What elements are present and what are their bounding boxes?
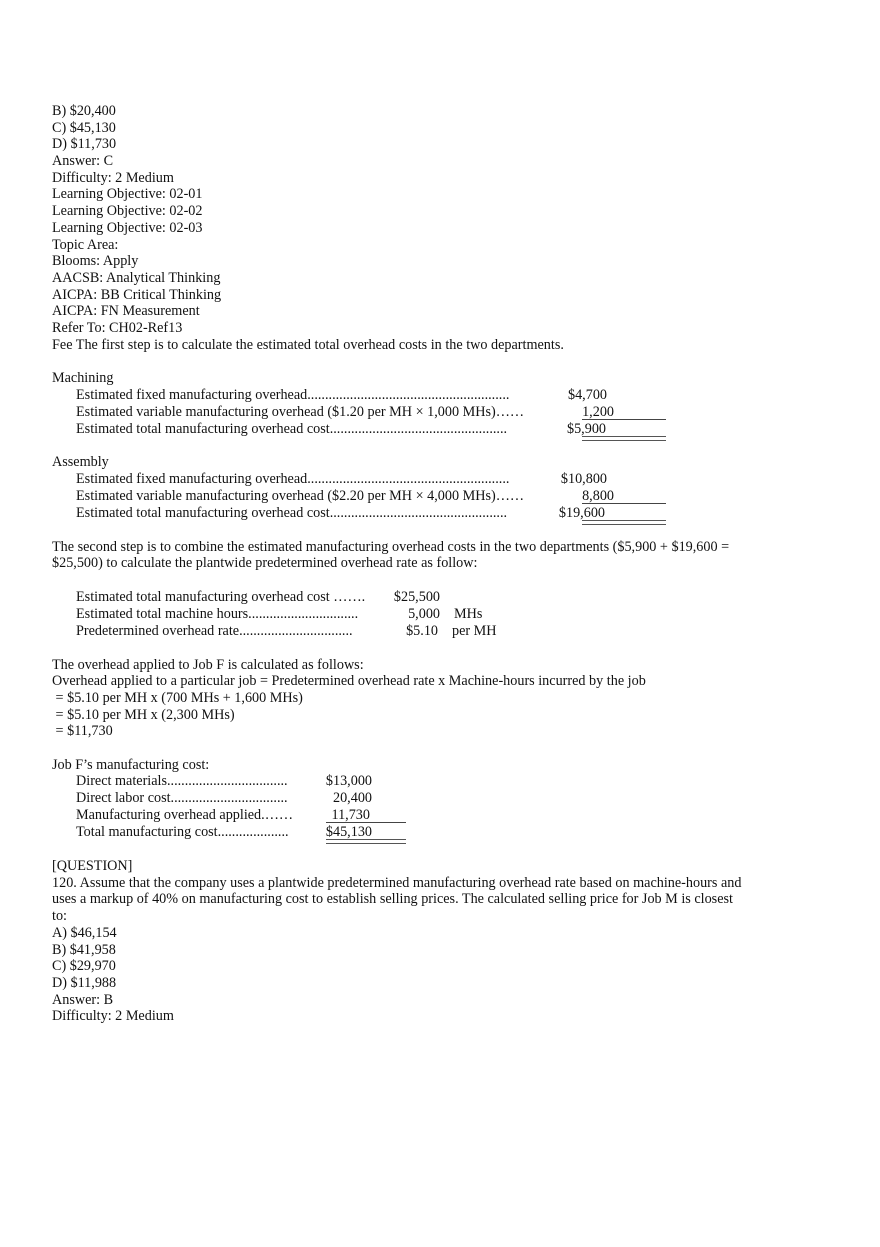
applied-step-1: = $5.10 per MH x (700 MHs + 1,600 MHs) (52, 689, 303, 706)
row-label: Estimated total manufacturing overhead cost ……. (76, 588, 366, 605)
subtotal-underline (326, 822, 406, 823)
question-option-b: B) $41,958 (52, 941, 116, 958)
row-label: Estimated fixed manufacturing overhead......................................................... (76, 386, 510, 403)
row-label: Estimated total manufacturing overhead cost.................................................. (76, 505, 508, 522)
meta-blooms: Blooms: Apply (52, 253, 139, 270)
row-amount: $5,900 (566, 420, 606, 437)
meta-refer-to: Refer To: CH02-Ref13 (52, 319, 183, 336)
meta-aacsb: AACSB: Analytical Thinking (52, 269, 221, 286)
jobf-row-total (52, 824, 852, 841)
document-page (52, 103, 852, 1025)
row-amount: $25,500 (393, 588, 440, 605)
question-option-d: D) $11,988 (52, 974, 117, 991)
meta-learning-objective-2: Learning Objective: 02-02 (52, 203, 203, 220)
row-label: Direct labor cost................................. (76, 790, 288, 807)
machining-row-variable (52, 404, 852, 421)
row-amount: 11,730 (331, 807, 370, 824)
row-amount: 1,200 (582, 403, 614, 420)
rate-row-overhead (52, 589, 852, 606)
row-label: Manufacturing overhead applied.…… (76, 807, 294, 824)
row-amount: $19,600 (558, 505, 605, 522)
row-label: Estimated fixed manufacturing overhead......................................................... (76, 471, 510, 488)
row-amount: $45,130 (325, 824, 372, 841)
row-label: Estimated variable manufacturing overhead ($1.20 per MH × 1,000 MHs)…… (76, 403, 525, 420)
subtotal-underline (582, 503, 666, 504)
applied-intro: The overhead applied to Job F is calculated as follows: (52, 656, 364, 673)
row-amount: 8,800 (582, 488, 614, 505)
rate-row-machine-hours (52, 606, 852, 623)
question-text: 120. Assume that the company uses a plantwide predetermined manufacturing overhead rate based on machine-hours and uses a markup of 40% on manufacturing cost to establish selling prices. The calculated selling price for Job M is closest to: (52, 874, 742, 925)
row-amount: $10,800 (560, 471, 607, 488)
question-option-c: C) $29,970 (52, 958, 116, 975)
row-label: Total manufacturing cost.................... (76, 824, 289, 841)
question-tag: [QUESTION] (52, 858, 133, 875)
second-step-paragraph: The second step is to combine the estimated manufacturing overhead costs in the two departments ($5,900 + $19,600 = $25,500) to calculate the plantwide predetermined overhead rate as follow: (52, 538, 730, 572)
row-amount: $5.10 (406, 622, 438, 639)
rate-row-predetermined (52, 623, 852, 640)
row-amount: 20,400 (332, 790, 372, 807)
jobf-row-overhead (52, 807, 852, 824)
meta-learning-objective-1: Learning Objective: 02-01 (52, 186, 203, 203)
question-difficulty: Difficulty: 2 Medium (52, 1008, 174, 1025)
applied-step-2: = $5.10 per MH x (2,300 MHs) (52, 706, 235, 723)
total-double-underline (326, 839, 406, 844)
jobf-title: Job F’s manufacturing cost: (52, 756, 210, 773)
question-answer: Answer: B (52, 991, 114, 1008)
assembly-title: Assembly (52, 454, 109, 471)
row-label: Estimated variable manufacturing overhead ($2.20 per MH × 4,000 MHs)…… (76, 488, 525, 505)
meta-topic-area: Topic Area: (52, 236, 119, 253)
assembly-row-total (52, 505, 852, 522)
question-option-a: A) $46,154 (52, 924, 117, 941)
answer-option-b: B) $20,400 (52, 103, 116, 119)
machining-title: Machining (52, 370, 114, 386)
row-amount: 5,000 (408, 605, 440, 622)
machining-row-total (52, 421, 852, 438)
row-label: Estimated total manufacturing overhead cost.................................................. (76, 420, 508, 437)
row-unit: per MH (452, 622, 497, 639)
jobf-row-materials (52, 773, 852, 790)
assembly-row-variable (52, 488, 852, 505)
answer-option-c: C) $45,130 (52, 119, 116, 136)
meta-difficulty: Difficulty: 2 Medium (52, 169, 174, 186)
subtotal-underline (582, 419, 666, 420)
row-amount: $4,700 (567, 386, 607, 403)
applied-formula: Overhead applied to a particular job = Predetermined overhead rate x Machine-hours incurred by the job (52, 673, 646, 690)
row-label: Predetermined overhead rate................................ (76, 622, 353, 639)
row-label: Direct materials.................................. (76, 773, 288, 790)
applied-result: = $11,730 (52, 723, 113, 740)
assembly-row-fixed (52, 471, 852, 488)
machining-row-fixed (52, 387, 852, 404)
meta-learning-objective-3: Learning Objective: 02-03 (52, 219, 203, 236)
row-unit: MHs (454, 605, 483, 622)
jobf-row-labor (52, 790, 852, 807)
row-amount: $13,000 (325, 773, 372, 790)
row-label: Estimated total machine hours............................... (76, 605, 359, 622)
answer-option-d: D) $11,730 (52, 136, 117, 153)
meta-aicpa-2: AICPA: FN Measurement (52, 303, 200, 320)
fee-intro: Fee The first step is to calculate the estimated total overhead costs in the two departments. (52, 336, 564, 353)
total-double-underline (582, 436, 666, 441)
meta-aicpa-1: AICPA: BB Critical Thinking (52, 286, 222, 303)
total-double-underline (582, 520, 666, 525)
meta-answer: Answer: C (52, 153, 114, 170)
